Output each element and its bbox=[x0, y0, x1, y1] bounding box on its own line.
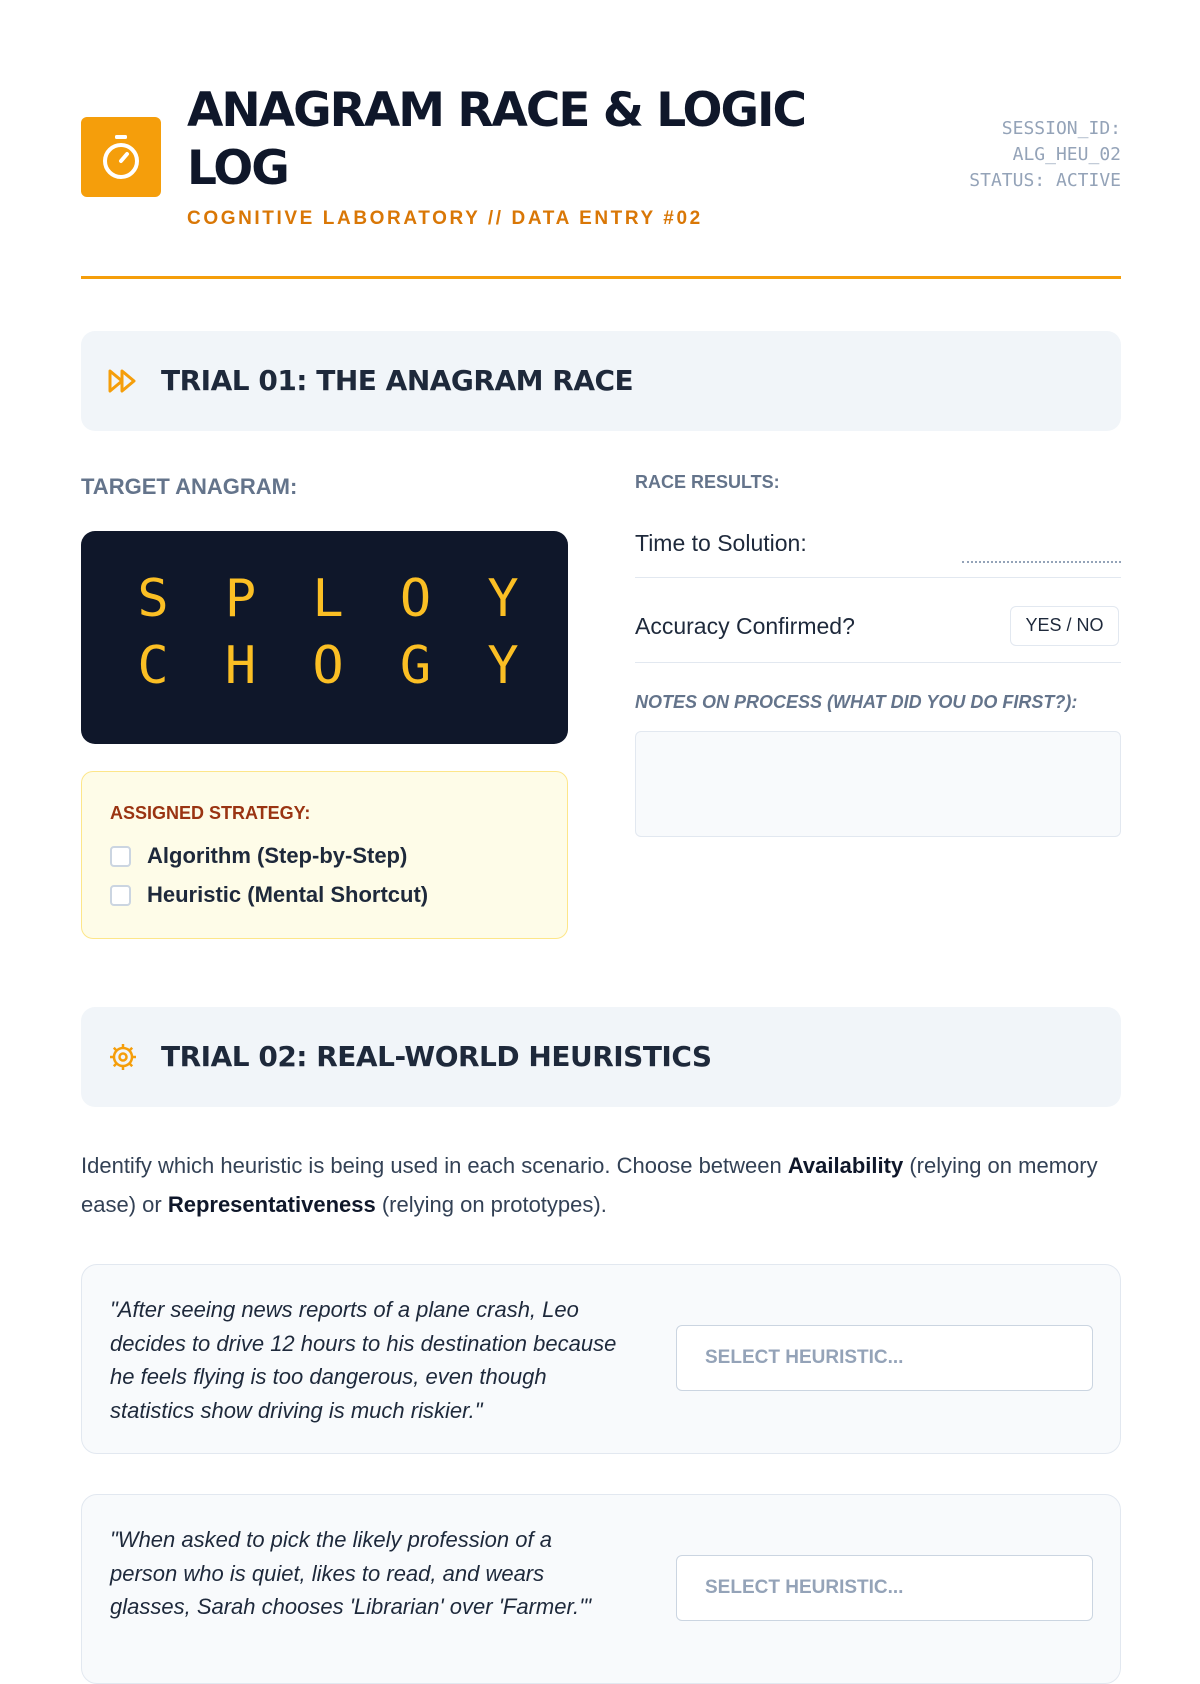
strategy-title: ASSIGNED STRATEGY: bbox=[110, 803, 311, 823]
anagram-letter: O bbox=[399, 569, 432, 629]
scenario-text: "After seeing news reports of a plane crash, Leo decides to drive 12 hours to his destination because he feels flying is too dangerous, even though statistics show driving is much riskier." bbox=[110, 1297, 617, 1423]
assigned-strategy-panel bbox=[81, 771, 568, 939]
anagram-letter: O bbox=[312, 636, 344, 696]
stopwatch-icon bbox=[81, 117, 161, 197]
notes-label: NOTES ON PROCESS (WHAT DID YOU DO FIRST?): bbox=[635, 692, 1078, 712]
anagram-letter: H bbox=[224, 636, 257, 696]
instructions-text: Identify which heuristic is being used in each scenario. Choose between bbox=[81, 1153, 788, 1178]
time-to-solution-label: Time to Solution: bbox=[635, 530, 807, 556]
heuristic-select[interactable]: SELECT HEURISTIC... bbox=[676, 1555, 1093, 1621]
anagram-letter: C bbox=[137, 636, 169, 696]
strategy-option-label: Heuristic (Mental Shortcut) bbox=[147, 882, 429, 907]
page bbox=[81, 0, 1121, 1619]
term-availability: Availability bbox=[787, 1153, 904, 1178]
anagram-letter: Y bbox=[487, 569, 519, 629]
instructions-text: (relying on memory ease) or bbox=[81, 1153, 1098, 1217]
divider bbox=[635, 577, 1121, 578]
anagram-letter: P bbox=[224, 569, 257, 629]
scenario-text: "When asked to pick the likely profession of a person who is quiet, likes to read, and wears glasses, Sarah chooses 'Librarian' over 'Farmer.'" bbox=[110, 1527, 592, 1619]
anagram-letter: L bbox=[312, 569, 344, 629]
anagram-row-2 bbox=[123, 636, 533, 696]
status-text: STATUS: ACTIVE bbox=[969, 170, 1121, 191]
yes-no-toggle[interactable]: YES / NO bbox=[1010, 606, 1119, 646]
session-info bbox=[969, 116, 1121, 194]
accuracy-label: Accuracy Confirmed? bbox=[635, 613, 855, 639]
trial-01-title: TRIAL 01: THE ANAGRAM RACE bbox=[161, 364, 634, 397]
heuristic-select[interactable]: SELECT HEURISTIC... bbox=[676, 1325, 1093, 1391]
session-id-value: ALG_HEU_02 bbox=[1012, 144, 1121, 165]
page-subtitle: COGNITIVE LABORATORY // DATA ENTRY #02 bbox=[187, 208, 703, 229]
race-results-label: RACE RESULTS: bbox=[635, 472, 780, 492]
gear-icon bbox=[107, 1042, 139, 1072]
term-representativeness: Representativeness bbox=[167, 1192, 376, 1217]
fast-forward-icon bbox=[107, 366, 139, 396]
checkbox[interactable] bbox=[110, 885, 131, 906]
anagram-row-1 bbox=[123, 569, 533, 629]
checkbox[interactable] bbox=[110, 846, 131, 867]
anagram-display bbox=[81, 531, 568, 744]
scenario-card bbox=[81, 1264, 1121, 1454]
strategy-option-heuristic[interactable] bbox=[110, 882, 428, 908]
page-title: ANAGRAM RACE & LOGIC LOG bbox=[187, 83, 806, 196]
instructions-text: (relying on prototypes). bbox=[375, 1192, 607, 1217]
trial-02-title: TRIAL 02: REAL-WORLD HEURISTICS bbox=[161, 1040, 712, 1073]
time-to-solution-field[interactable] bbox=[962, 561, 1121, 563]
session-id-label: SESSION_ID: bbox=[1001, 118, 1121, 139]
target-anagram-label: TARGET ANAGRAM: bbox=[81, 474, 298, 499]
strategy-option-algorithm[interactable] bbox=[110, 843, 407, 869]
trial-01-header bbox=[81, 331, 1121, 431]
page-header bbox=[81, 0, 1121, 279]
anagram-letter: G bbox=[399, 636, 432, 696]
strategy-option-label: Algorithm (Step-by-Step) bbox=[147, 843, 408, 868]
anagram-letter: S bbox=[137, 569, 169, 629]
anagram-letter: Y bbox=[487, 636, 519, 696]
divider bbox=[635, 662, 1121, 663]
notes-textarea[interactable] bbox=[635, 731, 1121, 837]
scenario-card bbox=[81, 1494, 1121, 1684]
trial-02-header bbox=[81, 1007, 1121, 1107]
trial-02-instructions bbox=[81, 1146, 1121, 1224]
